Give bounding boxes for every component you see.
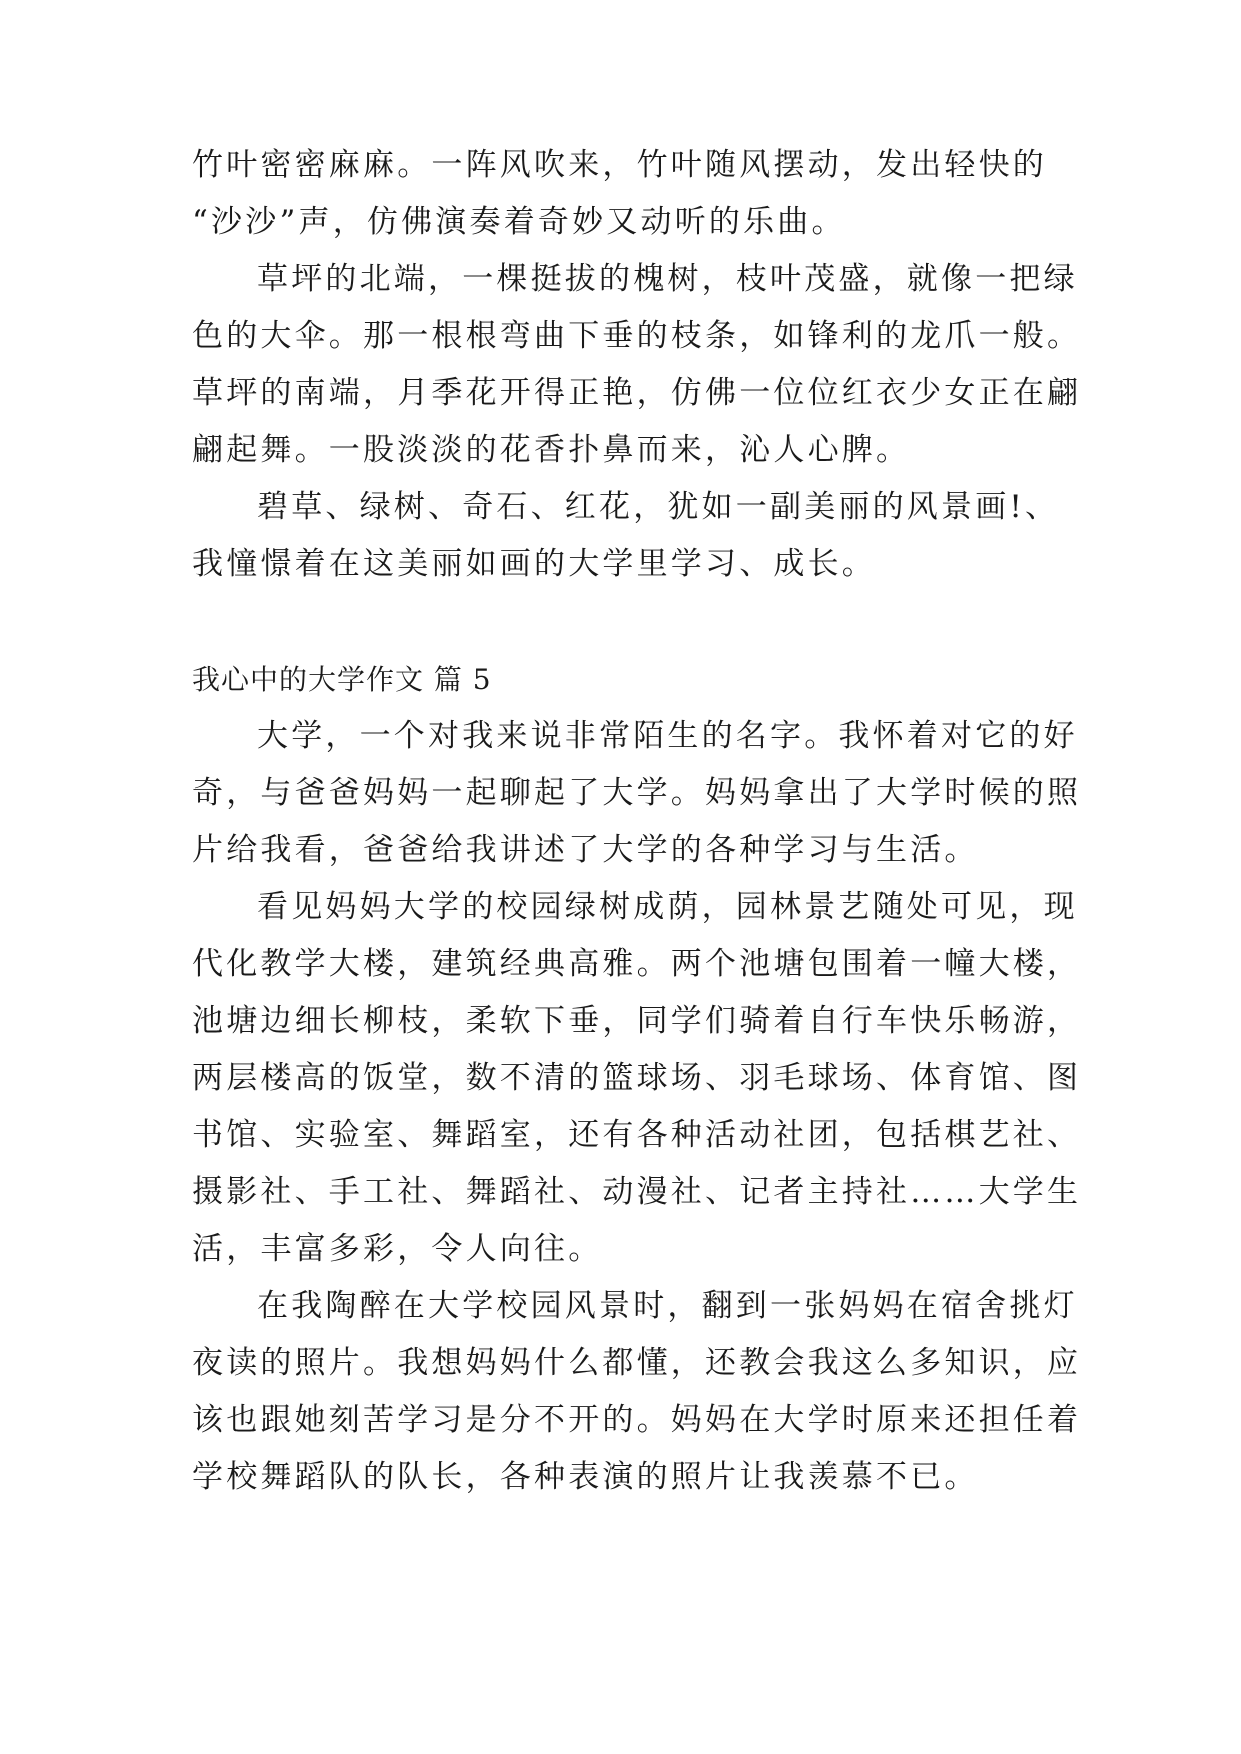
paragraph-first-line: 看见妈妈大学的校园绿树成荫，园林景艺随处可见，现	[257, 889, 1078, 925]
text-line: 草坪的南端，月季花开得正艳，仿佛一位位红衣少女正在翩	[192, 375, 1082, 411]
text-line: 奇，与爸爸妈妈一起聊起了大学。妈妈拿出了大学时候的照	[192, 775, 1082, 811]
text-line: 竹叶密密麻麻。一阵风吹来，竹叶随风摆动，发出轻快的	[192, 147, 1047, 183]
text-line: 代化教学大楼，建筑经典高雅。两个池塘包围着一幢大楼，	[192, 946, 1082, 982]
text-line: 翩起舞。一股淡淡的花香扑鼻而来，沁人心脾。	[192, 432, 911, 468]
text-line: 片给我看，爸爸给我讲述了大学的各种学习与生活。	[192, 832, 979, 868]
text-line: 书馆、实验室、舞蹈室，还有各种活动社团，包括棋艺社、	[192, 1117, 1082, 1153]
paragraph-first-line: 碧草、绿树、奇石、红花，犹如一副美丽的风景画!、	[257, 489, 1060, 525]
text-line: 池塘边细长柳枝，柔软下垂，同学们骑着自行车快乐畅游，	[192, 1003, 1082, 1039]
section-heading: 我心中的大学作文 篇 5	[192, 663, 492, 696]
text-line: 学校舞蹈队的队长，各种表演的照片让我羡慕不已。	[192, 1459, 979, 1495]
text-line: 色的大伞。那一根根弯曲下垂的枝条，如锋利的龙爪一般。	[192, 318, 1082, 354]
text-line: 活，丰富多彩，令人向往。	[192, 1231, 603, 1267]
text-line: 我憧憬着在这美丽如画的大学里学习、成长。	[192, 546, 876, 582]
text-line: 摄影社、手工社、舞蹈社、动漫社、记者主持社……大学生	[192, 1174, 1082, 1210]
text-line: 两层楼高的饭堂，数不清的篮球场、羽毛球场、体育馆、图	[192, 1060, 1082, 1096]
text-line: 该也跟她刻苦学习是分不开的。妈妈在大学时原来还担任着	[192, 1402, 1082, 1438]
paragraph-first-line: 在我陶醉在大学校园风景时，翻到一张妈妈在宿舍挑灯	[257, 1288, 1078, 1324]
paragraph-first-line: 草坪的北端，一棵挺拔的槐树，枝叶茂盛，就像一把绿	[257, 261, 1078, 297]
text-line: 夜读的照片。我想妈妈什么都懂，还教会我这么多知识，应	[192, 1345, 1082, 1381]
text-line: “沙沙”声，仿佛演奏着奇妙又动听的乐曲。	[192, 204, 846, 240]
paragraph-first-line: 大学，一个对我来说非常陌生的名字。我怀着对它的好	[257, 718, 1078, 754]
